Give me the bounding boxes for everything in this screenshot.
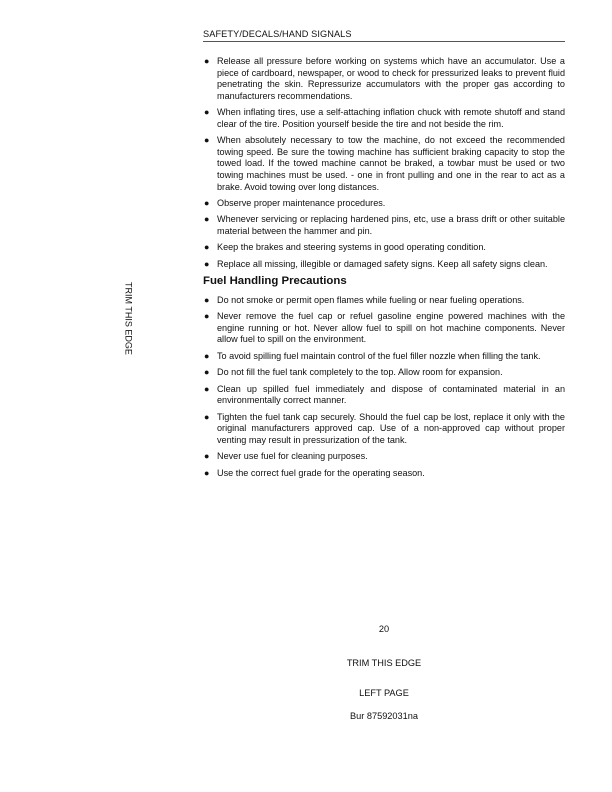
page-content — [203, 56, 565, 484]
bullet-icon: ● — [204, 197, 210, 208]
bullet-icon: ● — [204, 451, 210, 462]
bullet-icon: ● — [204, 242, 210, 253]
bullet-icon: ● — [204, 311, 210, 322]
bullet-icon: ● — [204, 383, 210, 394]
list-item: ● When inflating tires, use a self-attaching inflation chuck with remote shutoff and stand clear of the tire. Position yourself beside the tire and not beside the rim. — [204, 107, 565, 129]
fuel-handling-list — [203, 295, 565, 479]
list-item: ● When absolutely necessary to tow the machine, do not exceed the recommended towing speed. Be sure the towing machine has sufficient braking capacity to stop the towed load. If the towed machine cannot be braked, a towbar must be used or two towing machines must be used. - one in front pulling and one in the rear to act as a brake. Avoid towing over long distances. — [204, 135, 565, 192]
list-item: ● Whenever servicing or replacing hardened pins, etc, use a brass drift or other suitable material between the hammer and pin. — [204, 214, 565, 236]
footer-document-code: Bur 87592031na — [350, 711, 418, 721]
section-heading: Fuel Handling Precautions — [203, 275, 347, 288]
list-item: ● Do not smoke or permit open flames while fueling or near fueling operations. — [204, 294, 525, 305]
footer-trim-label: TRIM THIS EDGE — [346, 658, 422, 668]
list-item: ● Observe proper maintenance procedures. — [204, 197, 386, 208]
list-item: ● Tighten the fuel tank cap securely. Should the fuel cap be lost, replace it only with the original manufacturers approved cap. Use of a non-approved cap without proper venting may result in pressurization of the tank. — [204, 411, 565, 445]
bullet-icon: ● — [204, 367, 210, 378]
list-item: ● Use the correct fuel grade for the operating season. — [204, 467, 425, 478]
list-item: ● Keep the brakes and steering systems in good operating condition. — [204, 242, 486, 253]
bullet-icon: ● — [204, 467, 210, 478]
bullet-icon: ● — [204, 135, 210, 146]
list-item: ● Release all pressure before working on systems which have an accumulator. Use a piece of cardboard, newspaper, or wood to check for pressurized leaks to prevent fluid penetrating the skin. Repressurize accumulators with the proper gas according to manufacturers recommendations. — [204, 56, 565, 101]
bullet-icon: ● — [204, 411, 210, 422]
general-safety-list — [203, 56, 565, 270]
bullet-icon: ● — [204, 294, 210, 305]
bullet-icon: ● — [204, 214, 210, 225]
list-item: ● Never remove the fuel cap or refuel gasoline engine powered machines with the engine running or hot. Never allow fuel to spill on hot machine components. Never allow fuel to spill on the environment. — [204, 311, 565, 345]
list-item: ● Clean up spilled fuel immediately and dispose of contaminated material in an environmentally correct manner. — [204, 383, 565, 406]
list-item: ● To avoid spilling fuel maintain control of the fuel filler nozzle when filling the tank. — [204, 350, 541, 361]
side-trim-label: TRIM THIS EDGE — [123, 282, 134, 355]
bullet-icon: ● — [204, 258, 210, 269]
bullet-icon: ● — [204, 107, 210, 118]
bullet-icon: ● — [204, 56, 210, 66]
list-item: ● Do not fill the fuel tank completely to the top. Allow room for expansion. — [204, 367, 503, 378]
bullet-icon: ● — [204, 350, 210, 361]
footer-left-page: LEFT PAGE — [359, 688, 409, 698]
page-number: 20 — [378, 624, 390, 634]
list-item: ● Never use fuel for cleaning purposes. — [204, 451, 368, 462]
running-header: SAFETY/DECALS/HAND SIGNALS — [203, 29, 565, 42]
list-item: ● Replace all missing, illegible or damaged safety signs. Keep all safety signs clean. — [204, 258, 548, 269]
